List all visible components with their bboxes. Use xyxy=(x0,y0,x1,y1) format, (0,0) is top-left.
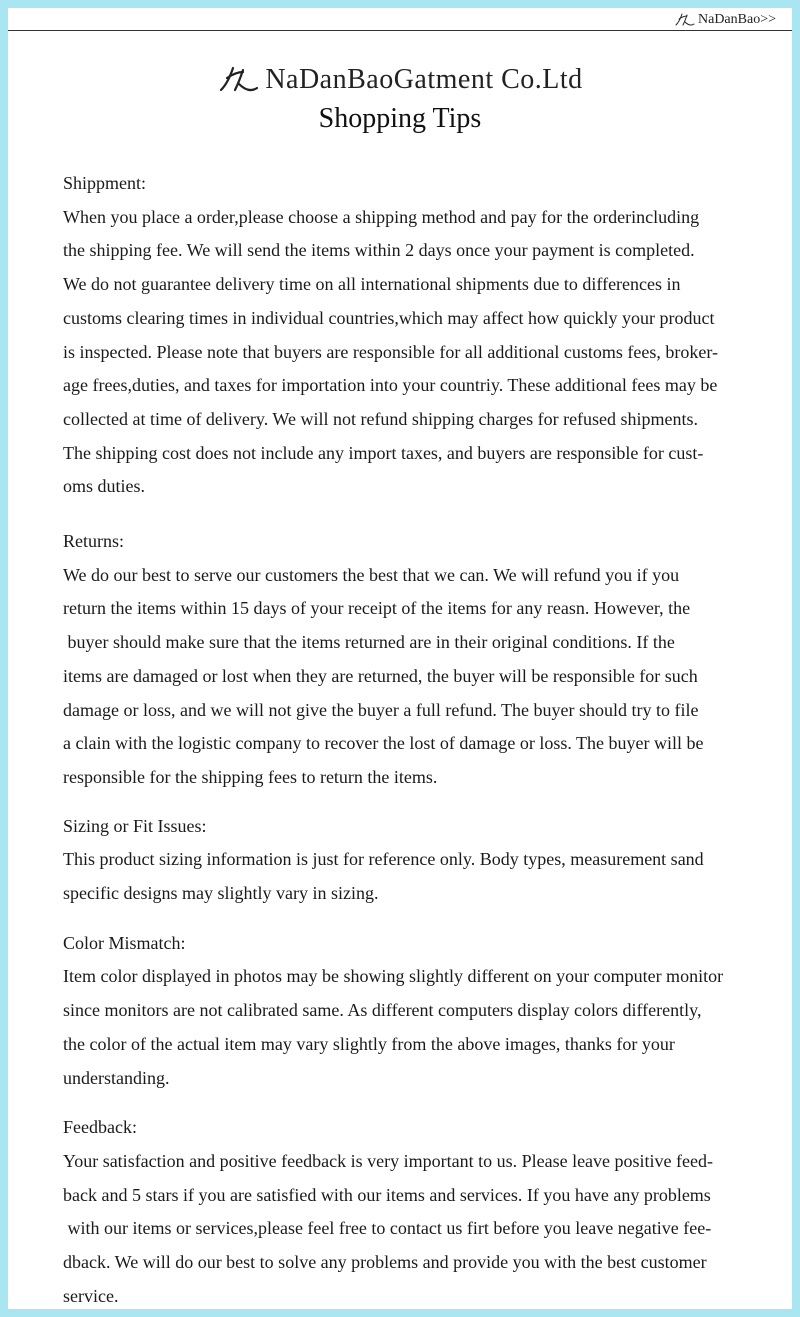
section-line: items are damaged or lost when they are returned, the buyer will be responsible for such xyxy=(63,665,698,686)
section-heading: Shippment: xyxy=(63,173,147,193)
section-line: back and 5 stars if you are satisfied with our items and services. If you have any problems xyxy=(63,1184,711,1205)
section-line: customs clearing times in individual countries,which may affect how quickly your product xyxy=(63,307,715,328)
company-heading xyxy=(8,61,792,99)
section-line: since monitors are not calibrated same. As different computers display colors differently, xyxy=(63,1000,702,1021)
section-line: return the items within 15 days of your receipt of the items for any reasn. However, the xyxy=(63,598,691,619)
company-name: NaDanBaoGatment Co.Ltd xyxy=(265,64,583,95)
page-frame xyxy=(8,8,792,1309)
nadanbao-script-logo-icon xyxy=(217,64,261,96)
section-line: the color of the actual item may vary slightly from the above images, thanks for your xyxy=(63,1033,675,1054)
page-title: Shopping Tips xyxy=(318,103,482,134)
section-line: This product sizing information is just for reference only. Body types, measurement sand xyxy=(63,849,704,870)
section-line: Your satisfaction and positive feedback is very important to us. Please leave positive feed- xyxy=(63,1150,714,1171)
section-shipment xyxy=(63,167,768,504)
section-line: damage or loss, and we will not give the buyer a full refund. The buyer should try to file xyxy=(63,699,699,720)
section-line: with our items or services,please feel free to contact us firt before you leave negative fee- xyxy=(63,1218,712,1239)
section-sizing xyxy=(63,810,768,911)
section-heading: Returns: xyxy=(63,531,124,552)
section-line: dback. We will do our best to solve any problems and provide you with the best customer xyxy=(63,1252,707,1273)
nadanbao-script-logo-icon xyxy=(674,12,696,28)
section-returns xyxy=(63,525,768,795)
section-heading: Sizing or Fit Issues: xyxy=(63,815,207,836)
section-line: service. xyxy=(63,1285,119,1306)
section-line: When you place a order,please choose a shipping method and pay for the orderincluding xyxy=(63,206,700,227)
corner-brand-link[interactable] xyxy=(674,12,776,28)
section-heading: Feedback: xyxy=(63,1117,137,1138)
section-line: understanding. xyxy=(63,1067,170,1088)
section-line: oms duties. xyxy=(63,476,146,497)
section-line: The shipping cost does not include any import taxes, and buyers are responsible for cust- xyxy=(63,442,704,463)
section-line: We do our best to serve our customers the best that we can. We will refund you if you xyxy=(63,564,680,585)
section-feedback xyxy=(63,1111,768,1313)
top-divider xyxy=(8,30,792,31)
tips-content xyxy=(63,167,768,1314)
section-line: Item color displayed in photos may be showing slightly different on your computer monitor xyxy=(63,966,724,987)
section-line: specific designs may slightly vary in sizing. xyxy=(63,883,379,904)
section-line: age frees,duties, and taxes for importation into your countriy. These additional fees may be xyxy=(63,375,718,396)
section-line: responsible for the shipping fees to return the items. xyxy=(63,766,438,787)
section-line: collected at time of delivery. We will not refund shipping charges for refused shipments. xyxy=(63,408,699,429)
section-line: buyer should make sure that the items returned are in their original conditions. If the xyxy=(63,632,675,653)
section-line: is inspected. Please note that buyers are responsible for all additional customs fees, broker- xyxy=(63,341,718,362)
section-heading: Color Mismatch: xyxy=(63,932,186,953)
section-line: the shipping fee. We will send the items within 2 days once your payment is completed. xyxy=(63,240,695,261)
section-line: We do not guarantee delivery time on all international shipments due to differences in xyxy=(63,274,681,295)
document-header xyxy=(8,61,792,135)
section-line: a clain with the logistic company to recover the lost of damage or loss. The buyer will be xyxy=(63,733,704,754)
section-color-mismatch xyxy=(63,927,768,1096)
corner-brand-label: NaDanBao>> xyxy=(698,12,776,27)
